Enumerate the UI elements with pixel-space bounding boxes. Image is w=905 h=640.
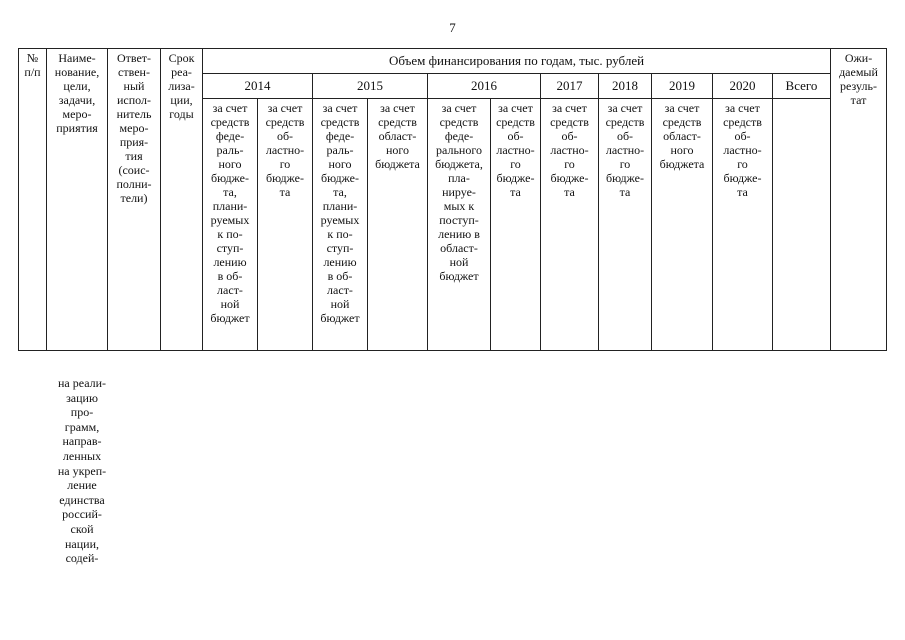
source-2016-federal: за счет средств феде- рального бюджета, пла- нируе- мых к поступ- лению в област- ной бюджет xyxy=(428,99,491,351)
source-2018-regional: за счет средств об- ластно- го бюдже- та xyxy=(599,99,652,351)
year-2016: 2016 xyxy=(428,74,541,99)
header-number: № п/п xyxy=(19,49,47,351)
source-2015-federal: за счет средств феде- раль- ного бюдже- та, плани- руемых к по- ступ- лению в об- ласт- ной бюджет xyxy=(313,99,368,351)
year-2015: 2015 xyxy=(313,74,428,99)
year-2020: 2020 xyxy=(713,74,773,99)
source-2017-regional: за счет средств об- ластно- го бюдже- та xyxy=(541,99,599,351)
header-term: Срок реа- лиза- ции, годы xyxy=(161,49,203,351)
source-2014-federal: за счет средств феде- раль- ного бюдже- та, плани- руемых к по- ступ- лению в об- ласт- ной бюджет xyxy=(203,99,258,351)
source-2020-regional: за счет средств об- ластно- го бюдже- та xyxy=(713,99,773,351)
source-2016-regional: за счет средств об- ластно- го бюдже- та xyxy=(491,99,541,351)
header-row-1 xyxy=(19,49,887,74)
source-total xyxy=(773,99,831,351)
header-name: Наиме- нование, цели, задачи, меро- приятия xyxy=(47,49,108,351)
financing-table xyxy=(18,48,887,351)
source-2019-regional: за счет средств област- ного бюджета xyxy=(652,99,713,351)
year-total: Всего xyxy=(773,74,831,99)
year-2014: 2014 xyxy=(203,74,313,99)
header-executor: Ответ- ствен- ный испол- нитель меро- прия- тия (соис- полни- тели) xyxy=(108,49,161,351)
year-2019: 2019 xyxy=(652,74,713,99)
source-2015-regional: за счет средств област- ного бюджета xyxy=(368,99,428,351)
continuation-text: на реали- зацию про- грамм, направ- ленных на укреп- ление единства россий- ской нации, содей- xyxy=(57,376,107,566)
header-financing: Объем финансирования по годам, тыс. рублей xyxy=(203,49,831,74)
page-number: 7 xyxy=(449,20,456,35)
header-result: Ожи- даемый резуль- тат xyxy=(831,49,887,351)
source-2014-regional: за счет средств об- ластно- го бюдже- та xyxy=(258,99,313,351)
year-2017: 2017 xyxy=(541,74,599,99)
year-2018: 2018 xyxy=(599,74,652,99)
